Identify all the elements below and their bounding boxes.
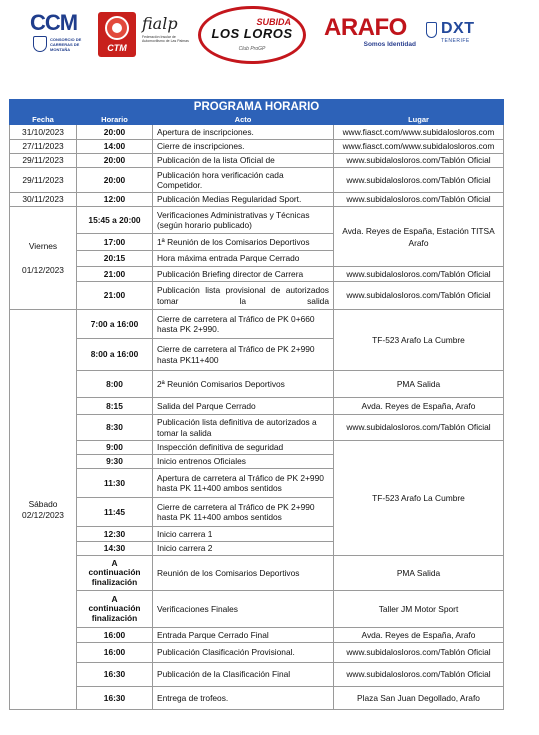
table-row [10, 643, 504, 663]
weekday-label: Sábado [28, 499, 58, 509]
act-cell: Cierre de carretera al Tráfico de PK 0+660 hasta PK 2+990. [153, 310, 334, 339]
time-cell: 16:00 [77, 628, 153, 643]
place-cell: TF-523 Arafo La Cumbre [334, 441, 504, 556]
act-cell: Entrada Parque Cerrado Final [153, 628, 334, 643]
time-line: A [111, 557, 118, 568]
table-row [10, 441, 504, 455]
date-cell-viernes [10, 207, 77, 310]
act-cell: Publicación lista definitiva de autorizados a tomar la salida [153, 415, 334, 441]
time-line: continuación [88, 567, 141, 578]
place-cell: Avda. Reyes de España, Arafo [334, 398, 504, 415]
act-cell: Apertura de inscripciones. [153, 125, 334, 140]
table-header-row [10, 115, 504, 125]
time-cell: 21:00 [77, 267, 153, 282]
act-cell: Inicio entrenos Oficiales [153, 455, 334, 469]
place-cell: Taller JM Motor Sport [334, 591, 504, 628]
act-cell: Verificaciones Administrativas y Técnicas (según horario publicado) [153, 207, 334, 234]
act-cell: Publicación de la Clasificación Final [153, 663, 334, 687]
time-cell: 8:00 a 16:00 [77, 339, 153, 371]
date-cell-sabado [10, 310, 77, 710]
loros-logo-line1: SUBIDA [256, 17, 291, 27]
act-cell: Inicio carrera 1 [153, 527, 334, 542]
table-row [10, 415, 504, 441]
act-cell: Cierre de inscripciones. [153, 140, 334, 154]
time-cell: 14:00 [77, 140, 153, 154]
date-label: 01/12/2023 [22, 265, 64, 275]
fialp-logo-subtitle: Federación Insular de Automovilismo de Las Palmas [142, 35, 189, 43]
time-cell: 11:30 [77, 469, 153, 498]
loros-logo-line3: Club ProGP [238, 46, 266, 52]
time-cell: 8:00 [77, 371, 153, 398]
table-row [10, 168, 504, 193]
time-cell: 8:15 [77, 398, 153, 415]
place-cell: TF-523 Arafo La Cumbre [334, 310, 504, 371]
date-cell: 27/11/2023 [10, 140, 77, 154]
time-cell: 12:30 [77, 527, 153, 542]
act-cell: Apertura de carretera al Tráfico de PK 2+990 hasta PK 11+400 ambos sentidos [153, 469, 334, 498]
table-row [10, 687, 504, 710]
dxt-logo-subtitle: TENERIFE [441, 38, 470, 44]
act-cell: Hora máxima entrada Parque Cerrado [153, 251, 334, 267]
date-cell: 30/11/2023 [10, 193, 77, 207]
time-cell: 9:00 [77, 441, 153, 455]
ccm-logo-subtitle: CONSORCIO DE CARRERAS DE MONTAÑA [50, 37, 82, 52]
act-cell: Publicación Medias Regularidad Sport. [153, 193, 334, 207]
place-cell: PMA Salida [334, 371, 504, 398]
table-title: PROGRAMA HORARIO [10, 100, 504, 115]
place-cell: www.subidalosloros.com/Tablón Oficial [334, 168, 504, 193]
column-header-fecha: Fecha [10, 115, 77, 125]
shield-icon [33, 36, 47, 52]
arafo-logo-text: ARAFO [324, 14, 407, 41]
ccm-logo-text: CCM [30, 10, 78, 35]
fialp-logo-text: fialp [142, 14, 178, 33]
time-cell: 7:00 a 16:00 [77, 310, 153, 339]
place-cell: www.fiasct.com/www.subidalosloros.com [334, 140, 504, 154]
date-cell: 29/11/2023 [10, 154, 77, 168]
act-cell: Inicio carrera 2 [153, 542, 334, 556]
table-row [10, 398, 504, 415]
ctm-logo-text: CTM [107, 43, 127, 53]
table-title-row [10, 100, 504, 115]
time-cell: 15:45 a 20:00 [77, 207, 153, 234]
loros-logo-line2: LOS LOROS [211, 26, 293, 41]
act-cell: 1ª Reunión de los Comisarios Deportivos [153, 234, 334, 251]
time-cell: 20:00 [77, 168, 153, 193]
time-cell: 16:00 [77, 643, 153, 663]
time-cell: 16:30 [77, 663, 153, 687]
place-cell: www.subidalosloros.com/Tablón Oficial [334, 663, 504, 687]
act-cell: Publicación hora verificación cada Competidor. [153, 168, 334, 193]
act-cell: Cierre de carretera al Tráfico de PK 2+990 hasta PK 11+400 ambos sentidos [153, 498, 334, 527]
act-cell: Cierre de carretera al Tráfico de PK 2+990 hasta PK11+400 [153, 339, 334, 371]
table-row [10, 267, 504, 282]
table-row [10, 663, 504, 687]
act-cell: Publicación Clasificación Provisional. [153, 643, 334, 663]
date-cell: 31/10/2023 [10, 125, 77, 140]
table-row [10, 371, 504, 398]
date-label: 02/12/2023 [22, 509, 64, 520]
place-cell: www.subidalosloros.com/Tablón Oficial [334, 643, 504, 663]
time-cell: 8:30 [77, 415, 153, 441]
act-cell: Publicación Briefing director de Carrera [153, 267, 334, 282]
place-cell: Avda. Reyes de España, Estación TITSA Arafo [334, 207, 504, 267]
time-line: A [111, 593, 118, 604]
act-cell: Verificaciones Finales [153, 591, 334, 628]
dxt-tenerife-logo [426, 20, 482, 48]
time-cell: 11:45 [77, 498, 153, 527]
place-cell: PMA Salida [334, 556, 504, 591]
date-cell: 29/11/2023 [10, 168, 77, 193]
table-row [10, 154, 504, 168]
act-cell: Publicación de la lista Oficial de [153, 154, 334, 168]
time-cell: 16:30 [77, 687, 153, 710]
table-row [10, 207, 504, 234]
subida-los-loros-logo [198, 6, 306, 64]
place-cell: www.subidalosloros.com/Tablón Oficial [334, 154, 504, 168]
time-cell: 20:00 [77, 125, 153, 140]
place-cell: Plaza San Juan Degollado, Arafo [334, 687, 504, 710]
crest-icon [426, 22, 437, 38]
act-cell: Publicación lista provisional de autorizados tomar la salida [153, 282, 334, 310]
fialp-logo [142, 14, 192, 54]
time-cell: 17:00 [77, 234, 153, 251]
time-line: finalización [91, 612, 138, 623]
place-cell: www.subidalosloros.com/Tablón Oficial [334, 267, 504, 282]
dxt-logo-text: DXT [441, 20, 475, 37]
place-cell: www.subidalosloros.com/Tablón Oficial [334, 282, 504, 310]
table-row [10, 125, 504, 140]
place-cell: www.subidalosloros.com/Tablón Oficial [334, 193, 504, 207]
table-row [10, 628, 504, 643]
act-cell: Reunión de los Comisarios Deportivos [153, 556, 334, 591]
table-row [10, 310, 504, 339]
time-cell: 14:30 [77, 542, 153, 556]
act-cell: Salida del Parque Cerrado [153, 398, 334, 415]
logo-strip [0, 0, 539, 72]
time-cell: 9:30 [77, 455, 153, 469]
time-cell [77, 591, 153, 628]
table-row [10, 591, 504, 628]
table-row [10, 140, 504, 154]
time-cell: 12:00 [77, 193, 153, 207]
place-cell: www.subidalosloros.com/Tablón Oficial [334, 415, 504, 441]
act-cell: 2ª Reunión Comisarios Deportivos [153, 371, 334, 398]
act-cell: Entrega de trofeos. [153, 687, 334, 710]
arafo-logo [324, 16, 422, 52]
arafo-logo-slogan: Somos Identidad [363, 41, 416, 48]
table-row [10, 282, 504, 310]
time-line: finalización [91, 576, 138, 587]
racing-wheel-icon [105, 16, 129, 40]
column-header-horario: Horario [77, 115, 153, 125]
time-cell: 21:00 [77, 282, 153, 310]
table-row [10, 556, 504, 591]
ctm-logo [98, 12, 136, 57]
column-header-lugar: Lugar [334, 115, 504, 125]
time-cell: 20:15 [77, 251, 153, 267]
place-cell: Avda. Reyes de España, Arafo [334, 628, 504, 643]
time-line: continuación [88, 603, 141, 614]
time-cell: 20:00 [77, 154, 153, 168]
place-cell: www.fiasct.com/www.subidalosloros.com [334, 125, 504, 140]
table-row [10, 193, 504, 207]
time-cell [77, 556, 153, 591]
act-cell: Inspección definitiva de seguridad [153, 441, 334, 455]
weekday-label: Viernes [28, 240, 58, 251]
ccm-logo [30, 10, 92, 58]
schedule-table [9, 99, 504, 710]
column-header-acto: Acto [153, 115, 334, 125]
